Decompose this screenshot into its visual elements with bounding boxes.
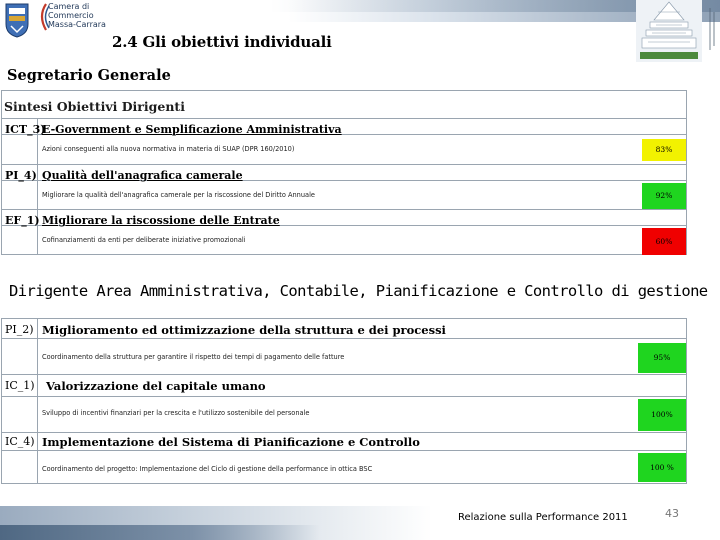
table-row [2,339,686,375]
objective-code: PI_2) [2,319,38,338]
table-title: Sintesi Obiettivi Dirigenti [2,91,686,119]
table-row [2,375,686,397]
footer-band-accent [0,525,320,540]
objective-code: ICT_3) [2,119,38,134]
objective-title: Migliorare la riscossione delle Entrate [42,214,280,227]
objective-title: Valorizzazione del capitale umano [46,379,266,393]
percent-badge: 95% [638,343,686,373]
performance-pyramid-icon [636,0,702,62]
percent-badge: 60% [642,228,686,255]
org-name-line1: Camera di Commercio [48,2,94,20]
objective-title: Qualità dell'anagrafica camerale [42,169,243,182]
objective-title: E-Government e Semplificazione Amministrativa [42,123,342,136]
action-text: Migliorare la qualità dell'anagrafica camerale per la riscossione del Diritto Annuale [42,191,315,199]
table-row [2,119,686,135]
table-row [2,226,686,255]
objective-code: IC_1) [2,375,38,396]
action-text: Coordinamento della struttura per garantire il rispetto dei tempi di pagamento delle fatture [42,353,345,361]
org-name-line2: Massa-Carrara [48,20,106,29]
table-row [2,451,686,484]
page-number: 43 [665,507,679,520]
empty-code-cell [2,226,38,255]
action-text: Coordinamento del progetto: Implementazione del Ciclo di gestione della performance in ottica BSC [42,465,373,473]
table-row [2,135,686,165]
table-row [2,210,686,226]
empty-code-cell [2,451,38,484]
empty-code-cell [2,181,38,209]
table-row [2,433,686,451]
percent-badge: 100% [638,399,686,431]
organization-name [48,2,128,29]
section-heading-segretario: Segretario Generale [7,67,171,84]
objective-code: PI_4) [2,165,38,180]
table-row [2,319,686,339]
percent-badge: 100 % [638,453,686,482]
action-text: Sviluppo di incentivi finanziari per la crescita e l'utilizzo sostenibile del personale [42,409,310,417]
section-heading-dirigente: Dirigente Area Amministrativa, Contabile, Pianificazione e Controllo di gestione [9,282,708,300]
objectives-table-segretario [1,90,687,255]
table-row [2,165,686,181]
action-text: Azioni conseguenti alla nuova normativa in materia di SUAP (DPR 160/2010) [42,145,295,153]
footer-report-title: Relazione sulla Performance 2011 [458,512,628,523]
objectives-table-dirigente [1,318,687,484]
objective-code: IC_4) [2,433,38,450]
objective-code: EF_1) [2,210,38,225]
objective-title: Miglioramento ed ottimizzazione della struttura e dei processi [42,323,446,337]
chamber-crest-logo [4,2,30,38]
empty-code-cell [2,339,38,374]
empty-code-cell [2,397,38,432]
percent-badge: 83% [642,139,686,161]
table-row [2,397,686,433]
action-text: Cofinanziamenti da enti per deliberate iniziative promozionali [42,236,246,244]
objective-title: Implementazione del Sistema di Pianificazione e Controllo [42,435,420,449]
table-row [2,181,686,210]
empty-code-cell [2,135,38,164]
slide-title: 2.4 Gli obiettivi individuali [112,33,332,51]
pyramid-side-caption-icon [706,4,718,54]
percent-badge: 92% [642,183,686,209]
